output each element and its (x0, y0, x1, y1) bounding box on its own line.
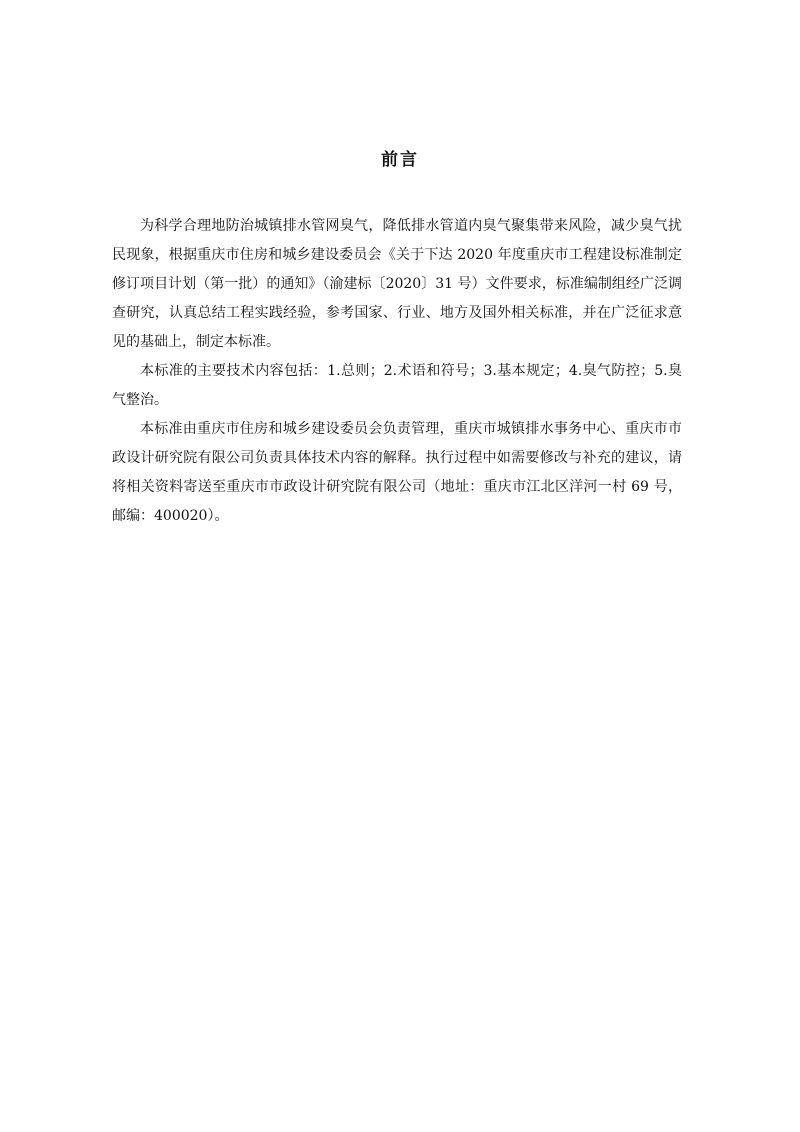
paragraph-purpose: 为科学合理地防治城镇排水管网臭气，降低排水管道内臭气聚集带来风险，减少臭气扰民现象，根据重庆市住房和城乡建设委员会《关于下达 2020 年度重庆市工程建设标准制定修订项目计划（第一批）的通知》（渝建标〔2020〕31 号）文件要求，标准编制组经广泛调查研究，认真总结工程实践经验，参考国家、行业、地方及国外相关标准，并在广泛征求意见的基础上，制定本标准。 (112, 218, 682, 350)
page-title: 前言 (381, 150, 419, 170)
preface-body (112, 212, 682, 531)
paragraph-management: 本标准由重庆市住房和城乡建设委员会负责管理，重庆市城镇排水事务中心、重庆市市政设计研究院有限公司负责具体技术内容的解释。执行过程中如需要修改与补充的建议，请将相关资料寄送至重庆市市政设计研究院有限公司（地址：重庆市江北区洋河一村 69 号，邮编：400020）。 (112, 421, 682, 524)
paragraph-contents: 本标准的主要技术内容包括：1.总则；2.术语和符号；3.基本规定；4.臭气防控；5.臭气整治。 (112, 363, 682, 408)
